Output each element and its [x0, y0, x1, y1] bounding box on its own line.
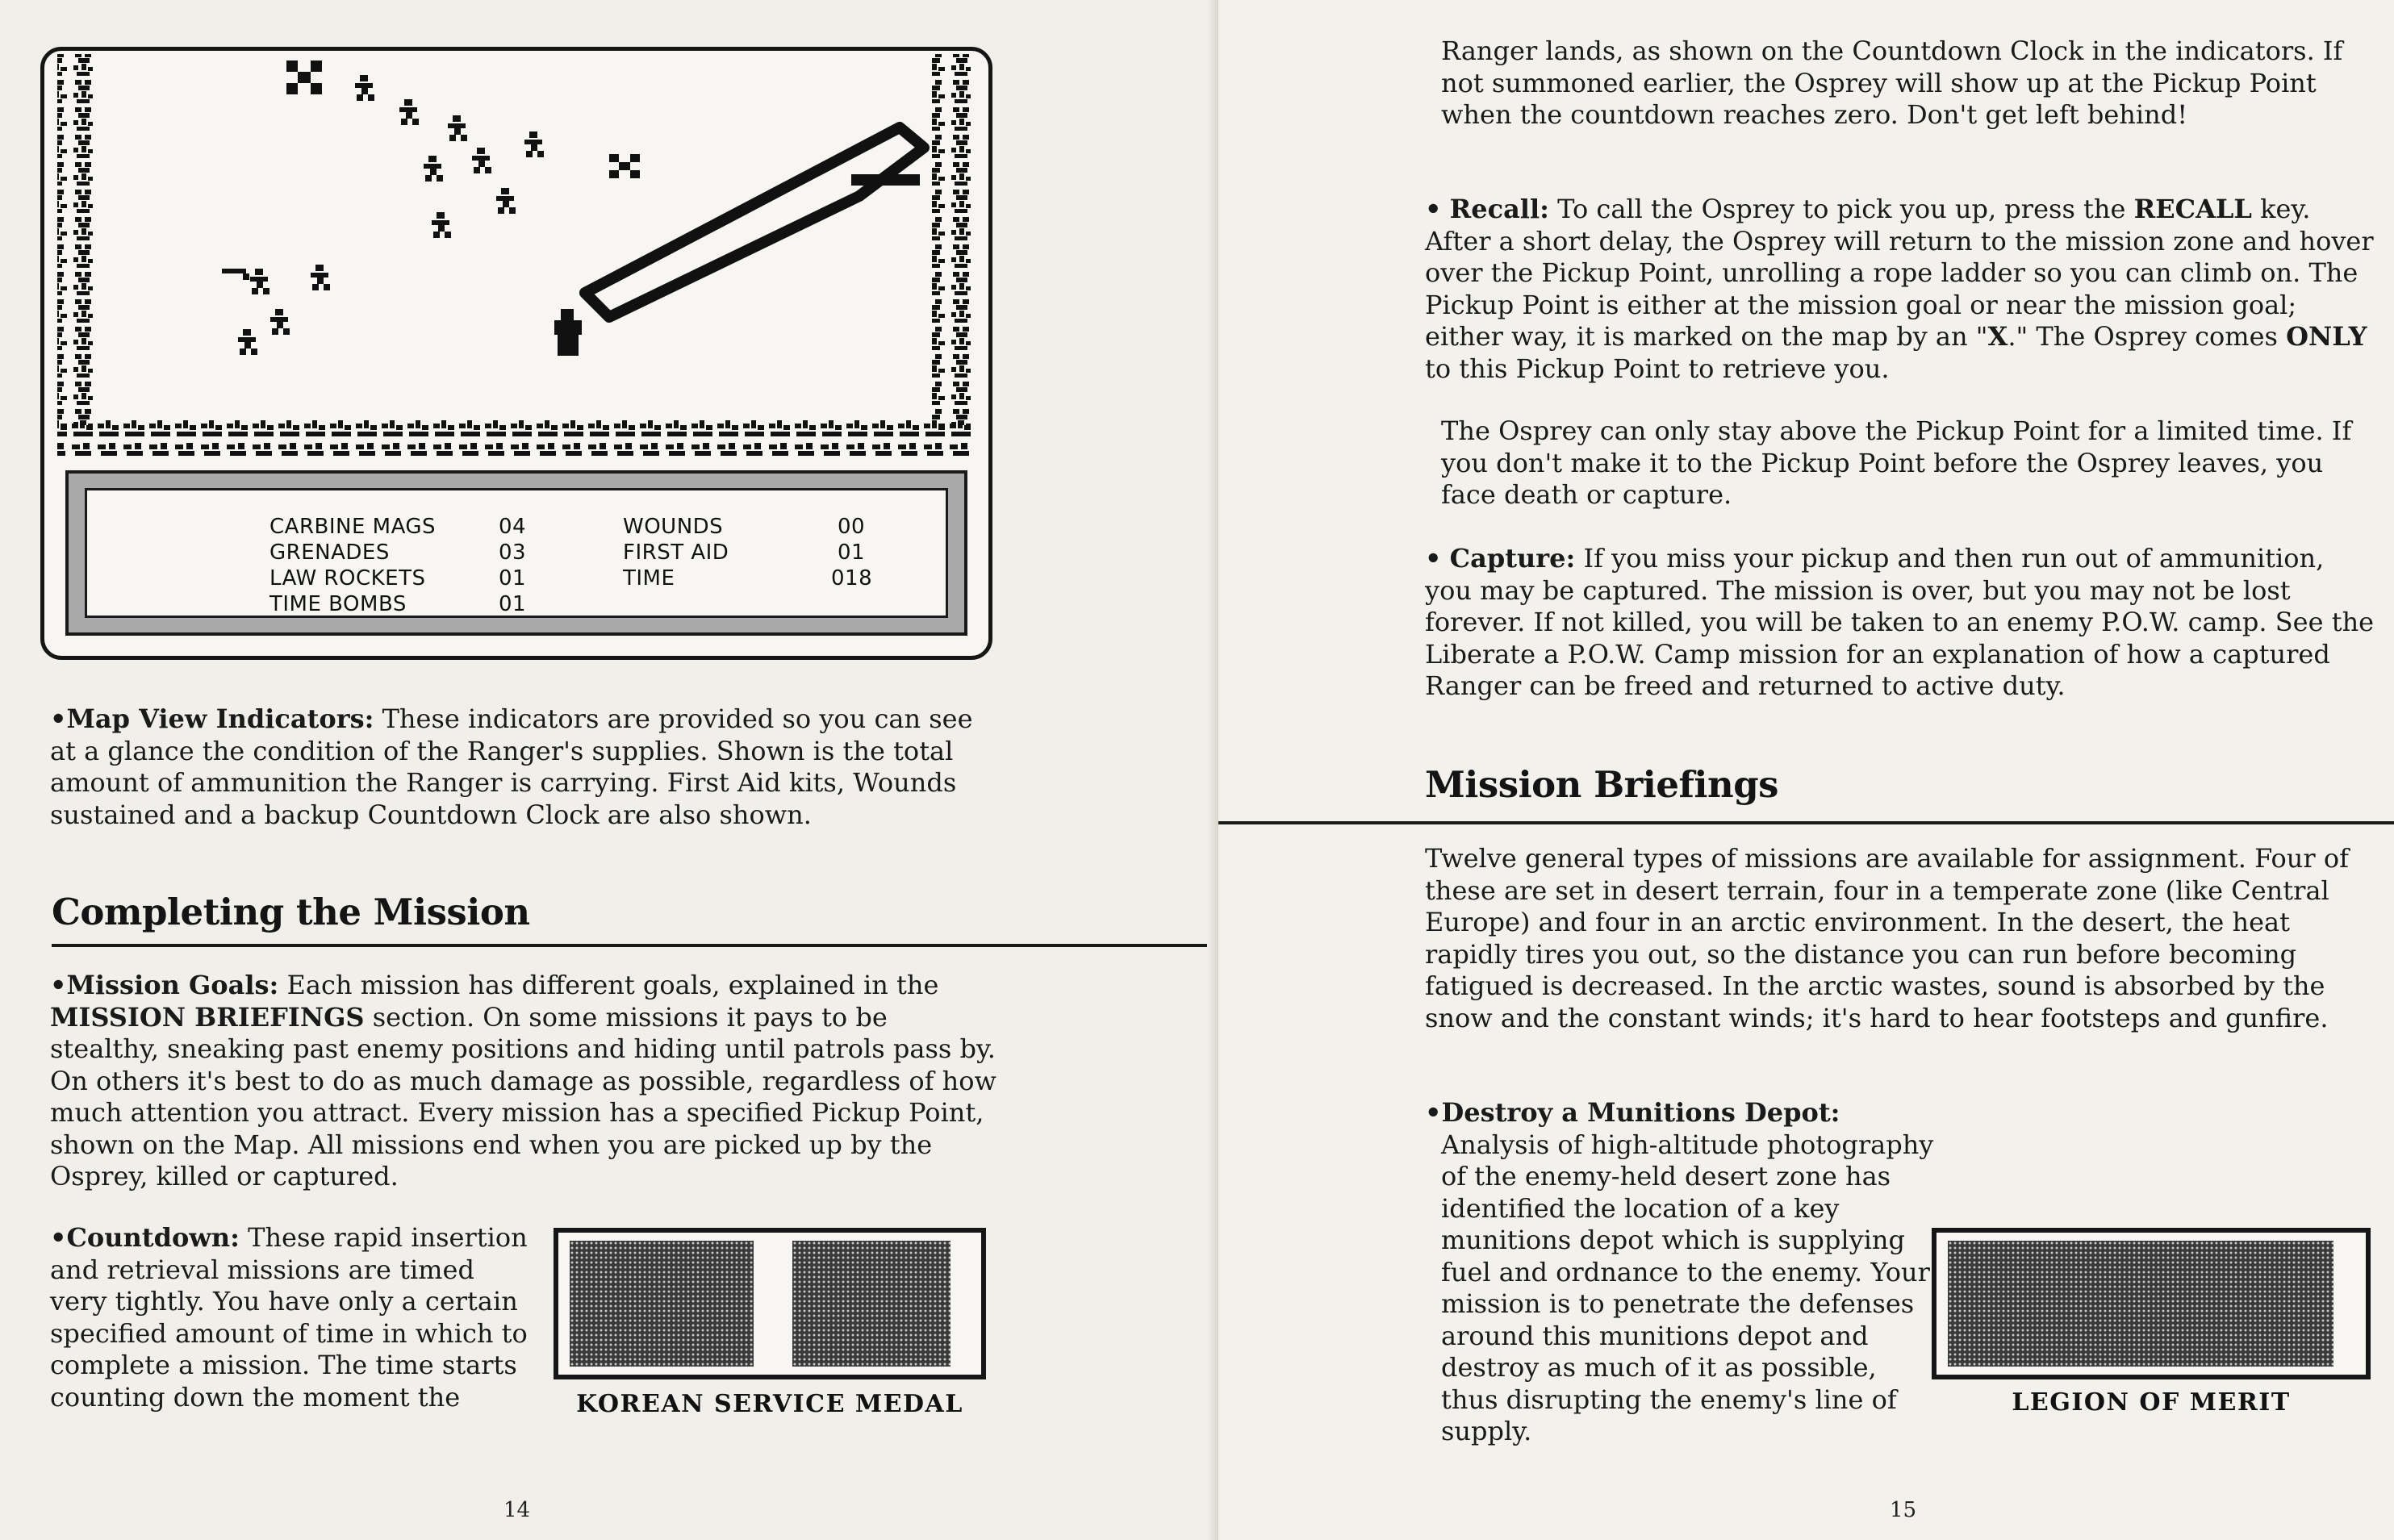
time-bombs-value: 01 [499, 592, 527, 616]
bullet: • [1425, 194, 1442, 224]
capture-paragraph [1425, 543, 2377, 703]
recall-text-continued: ." The Osprey comes [2008, 321, 2287, 352]
recall-title: Recall: [1449, 194, 1549, 224]
law-rockets-label: LAW ROCKETS [269, 566, 426, 591]
bullet: • [50, 1222, 67, 1253]
bullet: • [50, 970, 67, 1000]
recall-text-continued: key. After a short delay, the Osprey will return to the mission zone and hover over the Pickup Point, unrolling a rope ladder so you can climb on. The Pickup Point is either at the mission goal or near the mission goal; either way, it is marked on the map by an " [1425, 194, 2374, 352]
right-page [1218, 0, 2394, 1540]
map-view-indicators-paragraph [50, 703, 1002, 831]
map-terrain-graphic [44, 51, 988, 462]
map-view-indicators-panel [65, 470, 967, 636]
time-value: 018 [831, 566, 873, 591]
recall-text-end: to this Pickup Point to retrieve you. [1425, 353, 1890, 384]
bullet: • [1425, 1097, 1442, 1128]
legion-of-merit-ribbon [1932, 1228, 2371, 1379]
countdown-text: These rapid insertion and retrieval missions are timed very tightly. You have only a certain specified amount of time in which to complete a mission. The time starts counting down the moment the [50, 1222, 528, 1413]
time-label: TIME [623, 566, 675, 591]
bullet: • [1425, 543, 1442, 574]
capture-title: Capture: [1449, 543, 1576, 574]
mission-goals-text-continued: section. On some missions it pays to be stealthy, sneaking past enemy positions and hiding until patrols pass by. On others it's best to do as much damage as possible, regardless of how much attention you attract. Every mission has a specified Pickup Point, shown on the Map. All missions end when you are picked up by the Osprey, killed or captured. [50, 1001, 996, 1192]
section-rule [1218, 821, 2394, 824]
mission-briefings-paragraph: Twelve general types of missions are available for assignment. Four of these are set in desert terrain, four in a temperate zone (like Central Europe) and four in an arctic environment. In the desert, the heat rapidly tires you out, so the distance you can run before becoming fatigued is decreased. In the arctic wastes, sound is absorbed by the snow and the constant winds; it's hard to hear footsteps and gunfire. [1425, 843, 2349, 1033]
korean-service-medal-label: KOREAN SERVICE MEDAL [576, 1390, 963, 1418]
recall-key-name: RECALL [2133, 194, 2252, 224]
ribbon-stripe [570, 1241, 754, 1367]
korean-service-medal-ribbon [554, 1228, 986, 1379]
legion-of-merit-label: LEGION OF MERIT [2012, 1388, 2291, 1417]
section-rule [52, 944, 1214, 947]
wounds-value: 00 [838, 515, 866, 539]
ribbon-field [1948, 1241, 2333, 1367]
wounds-label: WOUNDS [623, 515, 724, 539]
law-rockets-value: 01 [499, 566, 527, 591]
mission-goals-paragraph [50, 970, 1002, 1193]
page-number: 14 [503, 1498, 531, 1522]
mission-briefings-heading: Mission Briefings [1425, 763, 1779, 806]
ribbon-stripe [792, 1241, 950, 1367]
grenades-label: GRENADES [269, 540, 390, 565]
recall-text: To call the Osprey to pick you up, press the [1548, 194, 2134, 224]
destroy-munitions-depot-title: Destroy a Munitions Depot: [1441, 1097, 1840, 1128]
indicators-readout [85, 488, 948, 618]
countdown-paragraph [50, 1222, 537, 1413]
mission-briefings-reference: MISSION BRIEFINGS [50, 1001, 365, 1033]
destroy-munitions-depot-text: Analysis of high-altitude photography of the enemy-held desert zone has identified the location of a key munitions depot which is supplying fuel and ordnance to the enemy. Your mission is to penetrate the defenses around this munitions depot and destroy as much of it as possible, thus disrupting the enemy's line of supply. [1441, 1129, 1934, 1446]
capture-text: If you miss your pickup and then run out of ammunition, you may be captured. The mission is over, but you may not be lost forever. If not killed, you will be taken to an enemy P.O.W. camp. See the Liberate a P.O.W. Camp mission for an explanation of how a captured Ranger can be freed and returned to active duty. [1425, 543, 2375, 701]
recall-paragraph [1425, 194, 2377, 385]
grenades-value: 03 [499, 540, 527, 565]
pickup-x-mark: X [1987, 321, 2008, 352]
map-view-indicators-text: These indicators are provided so you can see at a glance the condition of the Ranger's supplies. Shown is the total amount of ammunition the Ranger is carrying. First Aid kits, Wounds sustained and a backup Countdown Clock are also shown. [50, 703, 973, 830]
bullet: • [50, 703, 67, 734]
countdown-title: Countdown: [66, 1222, 240, 1253]
first-aid-value: 01 [838, 540, 866, 565]
carbine-mags-value: 04 [499, 515, 527, 539]
carbine-mags-label: CARBINE MAGS [269, 515, 437, 539]
only-emphasis: ONLY [2286, 321, 2367, 352]
completing-the-mission-heading: Completing the Mission [52, 891, 530, 933]
map-view-screenshot [40, 47, 992, 660]
map-view-indicators-title: Map View Indicators: [66, 703, 374, 734]
time-bombs-label: TIME BOMBS [269, 592, 407, 616]
osprey-time-limit-paragraph: The Osprey can only stay above the Pickup Point for a limited time. If you don't make it to the Pickup Point before the Osprey leaves, you face death or capture. [1441, 415, 2352, 510]
continued-countdown-paragraph: Ranger lands, as shown on the Countdown Clock in the indicators. If not summoned earlier, the Osprey will show up at the Pickup Point when the countdown reaches zero. Don't get left behind! [1441, 35, 2343, 130]
mission-goals-text: Each mission has different goals, explained in the [278, 970, 939, 1000]
page-number: 15 [1890, 1498, 1917, 1522]
mission-goals-title: Mission Goals: [66, 970, 279, 1000]
first-aid-label: FIRST AID [623, 540, 729, 565]
